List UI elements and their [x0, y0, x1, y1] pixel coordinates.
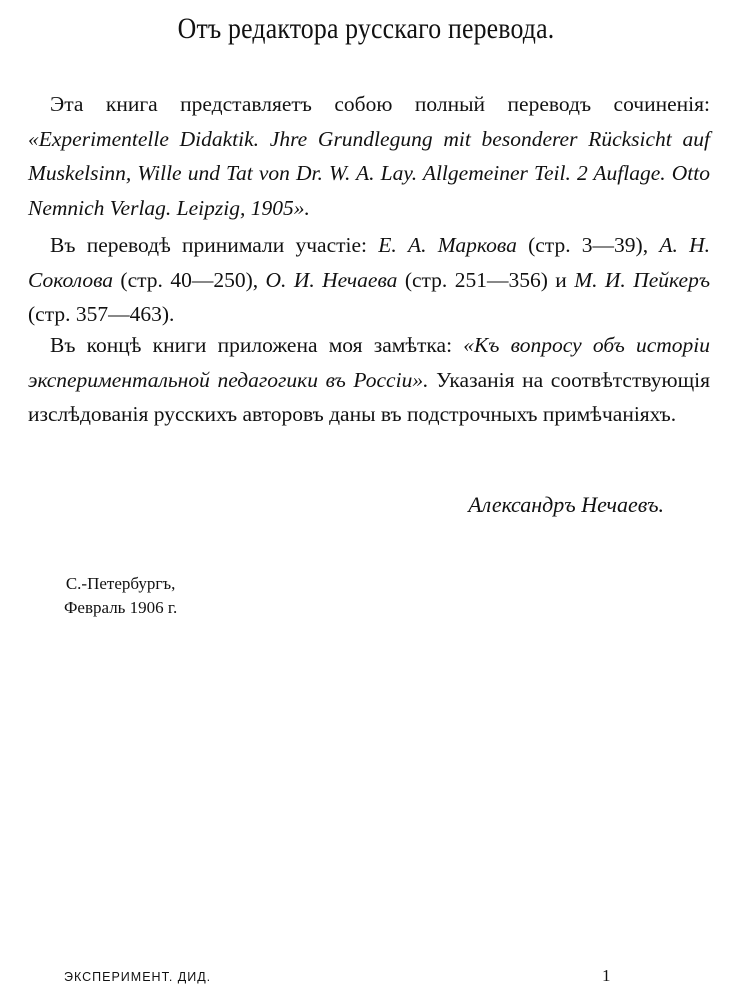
place-text: С.-Петербургъ,	[65, 574, 176, 593]
date-text: Февраль 1906 г.	[64, 598, 178, 617]
editor-signature: Александръ Нечаевъ.	[468, 492, 664, 517]
appendix-note-title: «Къ вопросу объ исторіи экспериментальной педагогики въ Россіи».	[28, 333, 710, 392]
translator-2-pages: (стр. 40—250),	[120, 267, 259, 292]
translator-3-name: О. И. Нечаева	[265, 267, 398, 292]
page-number: 1	[602, 966, 611, 985]
paragraph-appendix-note	[28, 328, 710, 432]
original-title-citation: «Experimentelle Didaktik. Jhre Grundlegung mit besonderer Rücksicht auf Muskelsinn, Wille und Tat von Dr. W. A. Lay. Allgemeiner Teil. 2 Auflage. Otto Nemnich Verlag. Leipzig, 1905».	[28, 126, 710, 220]
translators-lead-text: Въ переводѣ принимали участіе:	[50, 233, 368, 257]
place-and-date	[64, 572, 177, 620]
page-title: Отъ редактора русскаго перевода.	[177, 12, 555, 45]
translator-3-pages: (стр. 251—356)	[404, 267, 548, 292]
intro-lead-text: Эта книга представляетъ собою полный переводъ сочиненія:	[50, 92, 710, 116]
translator-2-name: А. Н. Соколова	[28, 233, 711, 292]
translator-1-pages: (стр. 3—39),	[528, 233, 649, 257]
translator-1-name: Е. А. Маркова	[378, 233, 517, 257]
printer-signature-mark: ЭКСПЕРИМЕНТ. ДИД.	[64, 970, 212, 984]
paragraph-intro	[28, 87, 710, 225]
appendix-rest-text: Указанія на соотвѣтствующія изслѣдованія русскихъ авторовъ даны въ подстрочныхъ примѣчаніяхъ.	[28, 367, 711, 426]
paragraph-translators	[28, 228, 710, 332]
translator-4-name: М. И. Пейкеръ	[574, 267, 710, 292]
translators-conjunction: и	[555, 267, 567, 292]
translator-4-pages: (стр. 357—463).	[28, 302, 175, 326]
appendix-lead-text: Въ концѣ книги приложена моя замѣтка:	[50, 333, 453, 357]
